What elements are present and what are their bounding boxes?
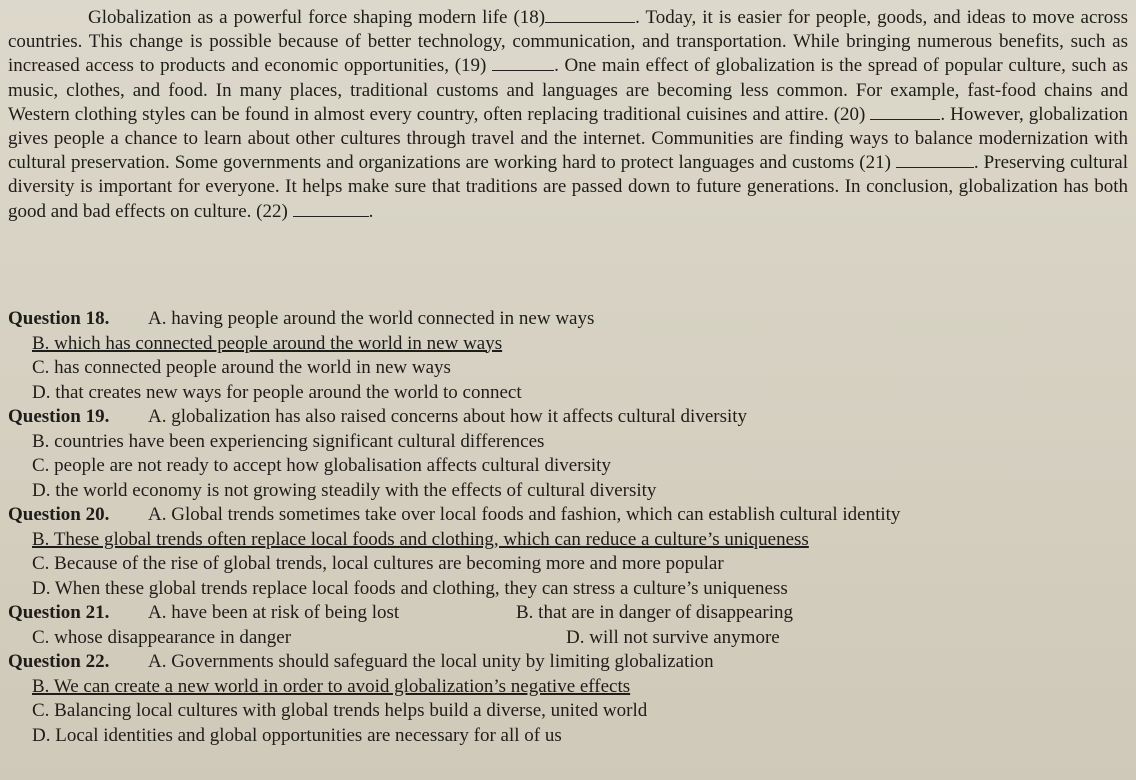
option-b[interactable]: B. which has connected people around the world in new ways (32, 332, 503, 354)
blank-18[interactable] (545, 8, 635, 23)
option-b[interactable]: B. that are in danger of disappearing (516, 602, 793, 623)
reading-passage (8, 6, 1128, 224)
question-list (8, 307, 1118, 748)
blank-20[interactable] (870, 105, 940, 120)
option-b[interactable]: B. These global trends often replace local foods and clothing, which can reduce a culture’s uniqueness (32, 528, 809, 550)
option-b[interactable]: B. countries have been experiencing significant cultural differences (32, 430, 545, 452)
option-a[interactable]: A. globalization has also raised concerns about how it affects cultural diversity (148, 406, 748, 427)
question-label: Question 21. (8, 602, 110, 623)
option-d[interactable]: D. will not survive anymore (566, 626, 780, 648)
passage-text: . Preserving cultural diversity is important for everyone. It helps make sure that traditions are passed down to future generations. In conclusion, globalization has both good and bad effects on culture. (22) (8, 152, 1128, 222)
option-c[interactable]: C. Balancing local cultures with global trends helps build a diverse, united world (32, 700, 648, 721)
option-c[interactable]: C. people are not ready to accept how globalisation affects cultural diversity (32, 455, 611, 476)
passage-text: . One main effect of globalization is the spread of popular culture, such as music, clothes, and food. In many places, traditional customs and languages are becoming less common. For example, fast-food chains and Western clothing styles can be found in almost every country, often replacing traditional cuisines and attire. (20) (8, 55, 1128, 125)
question-label: Question 18. (8, 308, 110, 329)
passage-paragraph (8, 6, 1128, 224)
blank-19[interactable] (492, 56, 554, 71)
passage-text: Globalization as a powerful force shaping modern life (18) (88, 7, 546, 28)
question-20 (8, 503, 1118, 601)
option-a[interactable]: A. Global trends sometimes take over local foods and fashion, which can establish cultural identity (148, 504, 901, 525)
option-d[interactable]: D. When these global trends replace local foods and clothing, they can stress a culture’s uniqueness (32, 577, 788, 599)
option-c[interactable]: C. has connected people around the world in new ways (32, 357, 451, 378)
option-a[interactable]: A. having people around the world connected in new ways (148, 308, 595, 329)
option-d[interactable]: D. Local identities and global opportunities are necessary for all of us (32, 724, 562, 746)
option-a[interactable]: A. have been at risk of being lost (148, 602, 400, 623)
question-21 (8, 601, 1118, 650)
question-label: Question 20. (8, 504, 110, 525)
option-b[interactable]: B. We can create a new world in order to avoid globalization’s negative effects (32, 675, 631, 697)
option-d[interactable]: D. that creates new ways for people around the world to connect (32, 381, 522, 403)
option-d[interactable]: D. the world economy is not growing steadily with the effects of cultural diversity (32, 479, 657, 501)
question-19 (8, 405, 1118, 503)
option-c[interactable]: C. whose disappearance in danger (32, 626, 292, 648)
option-a[interactable]: A. Governments should safeguard the local unity by limiting globalization (148, 651, 714, 672)
passage-text: . However, globalization gives people a chance to learn about other cultures through travel and the internet. Communities are finding ways to balance modernization with cultural preservation. Some governments and organizations are working hard to protect languages and customs (21) (8, 103, 1128, 174)
passage-text: . (368, 200, 374, 222)
blank-22[interactable] (293, 202, 369, 217)
question-22 (8, 650, 1118, 748)
question-label: Question 22. (8, 651, 110, 672)
question-18 (8, 307, 1118, 405)
passage-text: . Today, it is easier for people, goods, and ideas to move across countries. This change is possible because of better technology, communication, and transportation. While bringing numerous benefits, such as increased access to products and economic opportunities, (19) (8, 7, 1128, 77)
blank-21[interactable] (896, 153, 974, 168)
question-label: Question 19. (8, 406, 110, 427)
option-c[interactable]: C. Because of the rise of global trends, local cultures are becoming more and more popular (32, 553, 724, 574)
